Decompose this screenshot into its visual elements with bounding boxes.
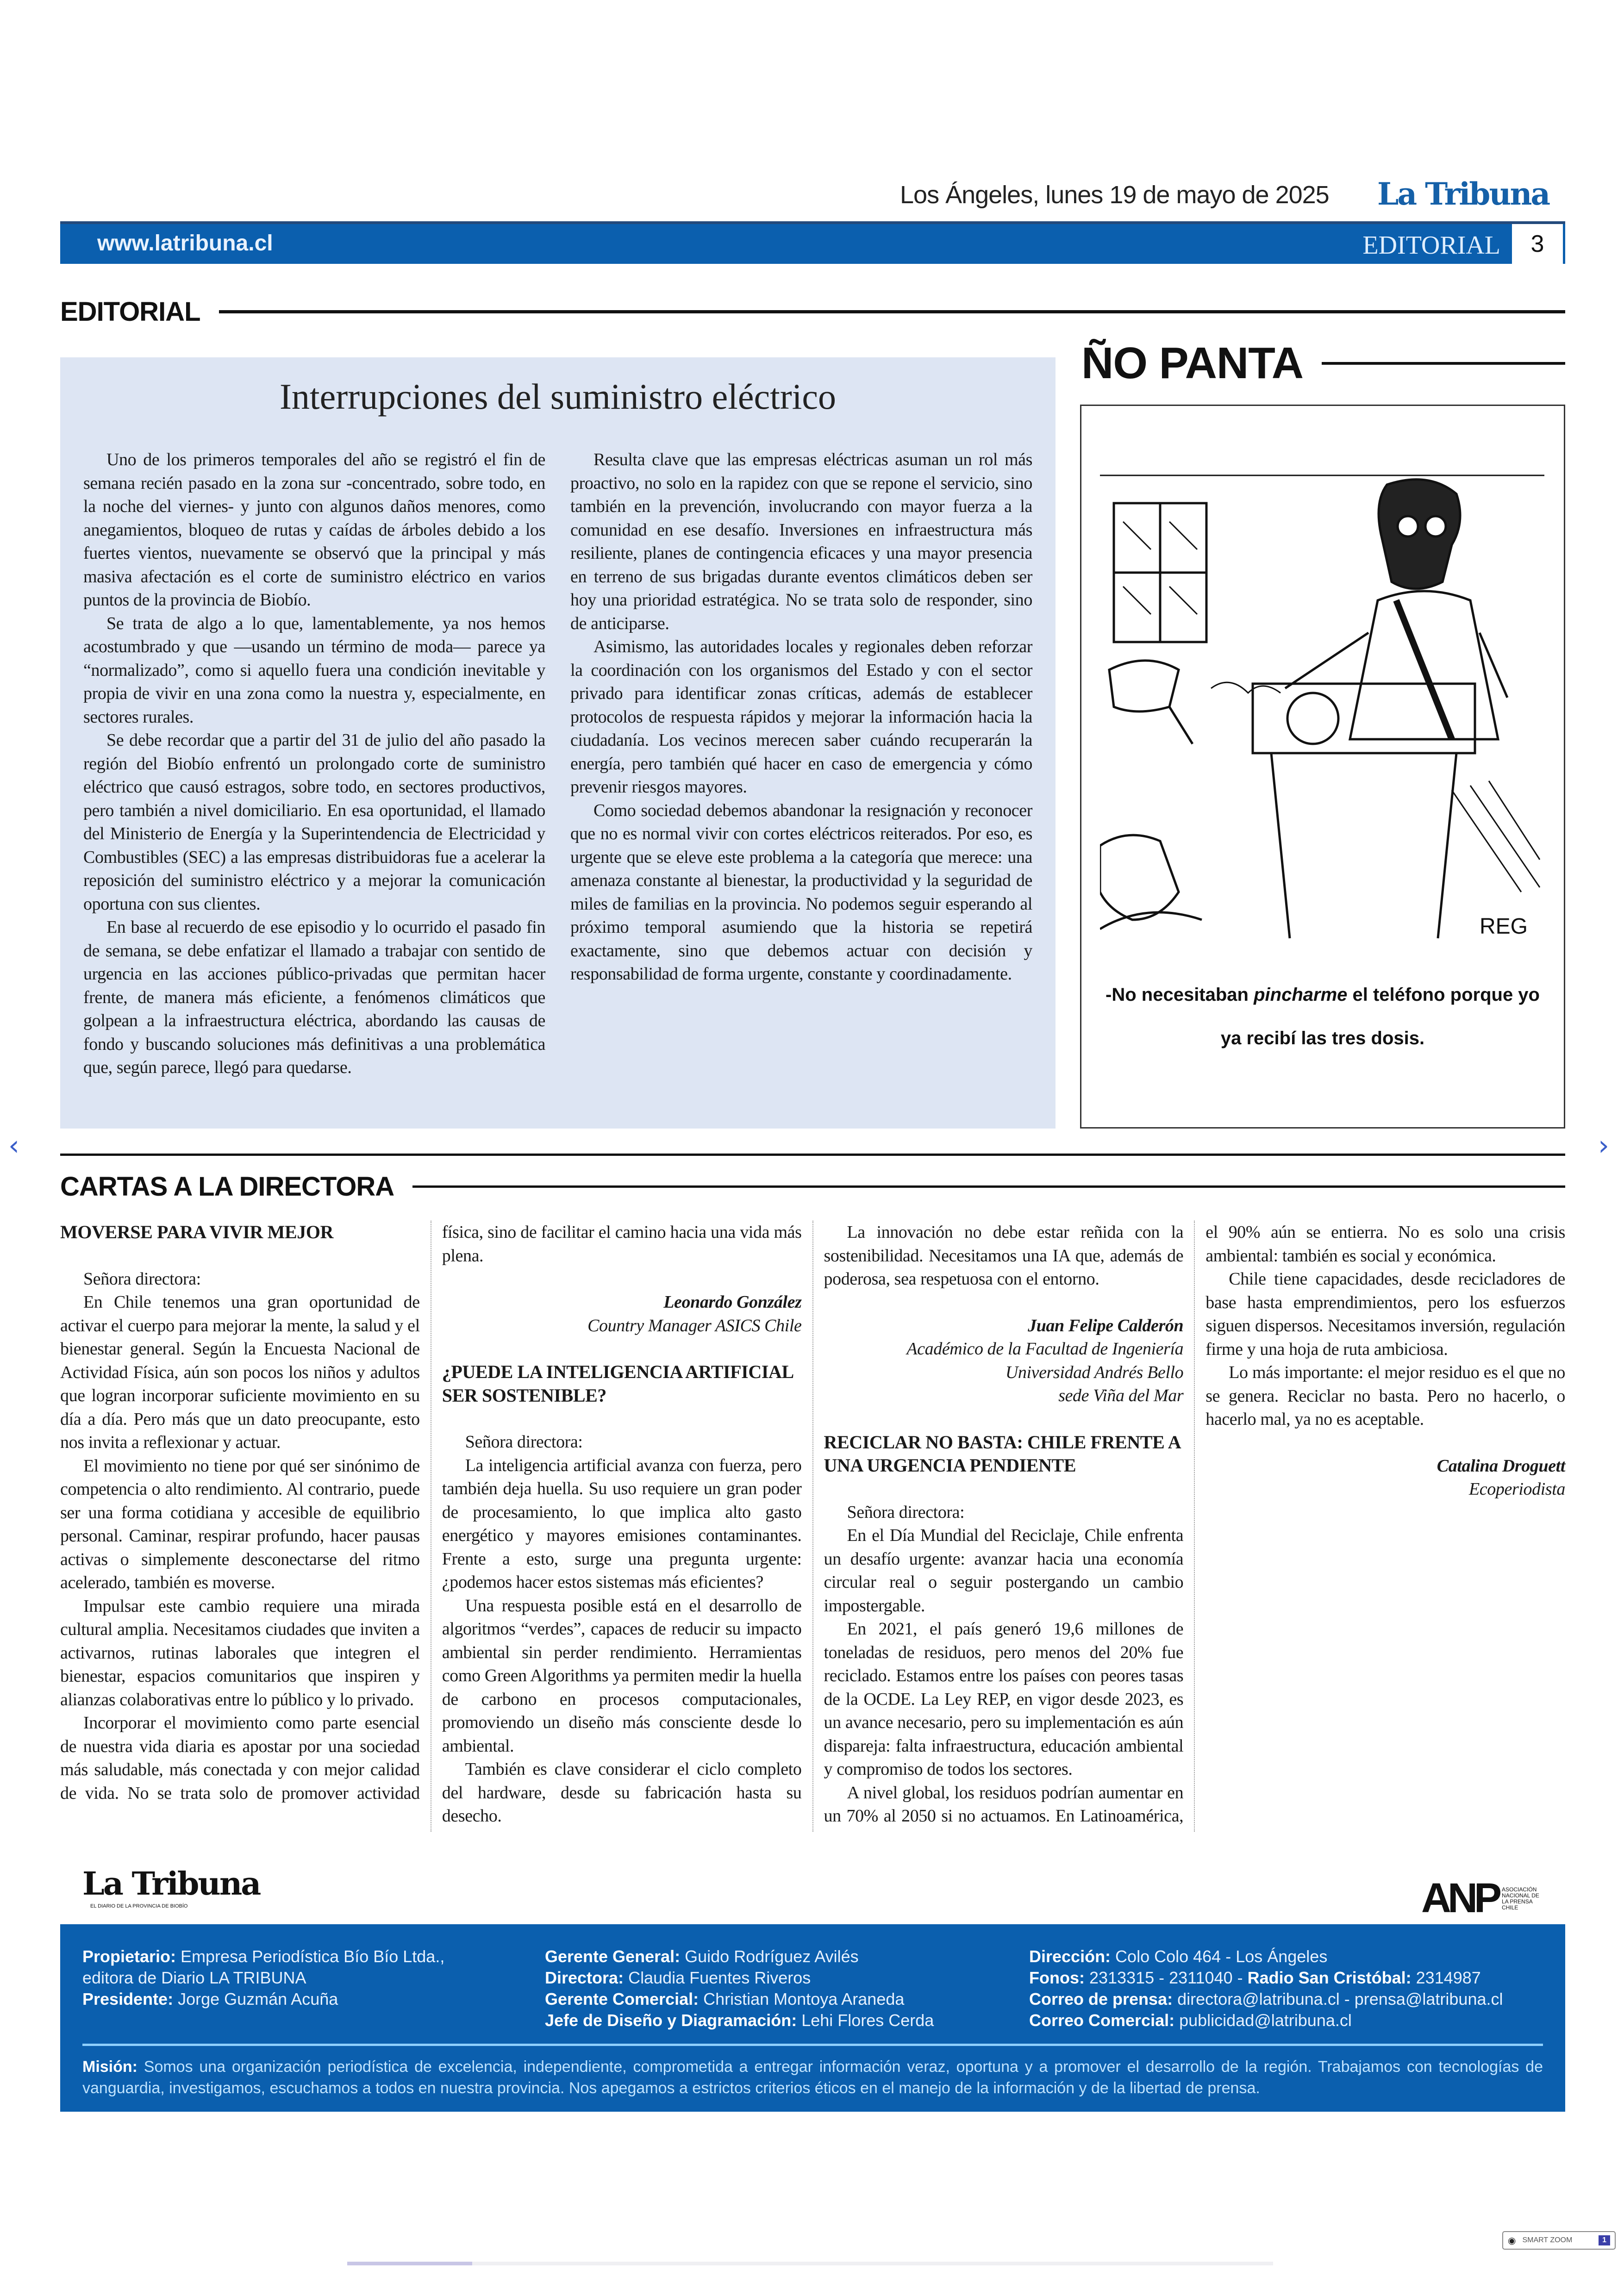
cartoonist-signature: REG bbox=[1480, 914, 1528, 939]
letter-paragraph: Incorporar el movimiento como parte esencial de nuestra vida diaria es apostar por una sociedad más saludable, más conectada y con mejor calidad de vida. No se trata solo de promover actividad física, sino de facilitar el camino hacia una vida más plena. bbox=[60, 1222, 802, 1803]
editorial-body bbox=[83, 448, 1032, 1101]
letter-paragraph: La innovación no debe estar reñida con la sostenibilidad. Necesitamos una IA que, además de poderosa, sea respetuosa con el entorno. bbox=[824, 1222, 1184, 1289]
editorial-paragraph: En base al recuerdo de ese episodio y lo ocurrido el pasado fin de semana, se debe enfatizar el llamado a trabajar con sentido de urgencia en las acciones público-privadas que permitan hacer frente, de manera más eficiente, a fenómenos climáticos que golpean a la infraestructura eléctrica, abordando las causas de fondo y buscando soluciones más definitivas a una problemática que, según parece, llegó para quedarse. bbox=[83, 917, 545, 1077]
letter-author-affiliation: Country Manager ASICS Chile bbox=[587, 1316, 802, 1335]
website-link[interactable]: www.latribuna.cl bbox=[97, 231, 273, 256]
credit-line bbox=[1029, 1967, 1557, 1989]
credit-label: Dirección: bbox=[1029, 1947, 1111, 1966]
credit-line bbox=[545, 1989, 1008, 2010]
cartoon-panel bbox=[1080, 405, 1565, 1129]
credit-line bbox=[545, 2010, 1008, 2031]
letter-title: ¿PUEDE LA INTELIGENCIA ARTIFICIAL SER SOSTENIBLE? bbox=[442, 1361, 793, 1406]
letter-paragraph: En 2021, el país generó 19,6 millones de toneladas de residuos, pero menos del 20% fue reciclado. Estamos entre los países con peores tasas de la OCDE. La Ley REP, en vigor desde 2023, es un avance necesario, pero su implementación es aún dispareja: falta infraestructura, educación ambiental y compromiso de todos los sectores. bbox=[824, 1619, 1184, 1779]
chevron-right-icon[interactable]: › bbox=[1598, 1129, 1609, 1162]
letter-paragraph: Impulsar este cambio requiere una mirada cultural amplia. Necesitamos ciudades que inviten a activarnos, rutinas laborales que integren el bienestar, espacios comunitarios que inspiren y alianzas colaborativas entre lo público y lo privado. bbox=[60, 1596, 420, 1709]
credit-value: 2314987 bbox=[1411, 1968, 1481, 1987]
credits-column-3 bbox=[1029, 1946, 1557, 2031]
cartoon-caption bbox=[1095, 973, 1550, 1060]
mission-label: Misión: bbox=[82, 2058, 137, 2076]
editorial-paragraph: Se trata de algo a lo que, lamentablemente, ya nos hemos acostumbrado y que —usando un término de moda— parece ya “normalizado”, como si aquello fuera una condición inevitable y propia de vivir en una zona como la nuestra y, especialmente, en sectores rurales. bbox=[83, 613, 545, 727]
anp-logo bbox=[1421, 1875, 1543, 1922]
letters-section-heading bbox=[60, 1171, 1565, 1202]
cartoon-section-heading bbox=[1081, 338, 1565, 389]
letter-paragraph: También es clave considerar el ciclo completo del hardware, desde su fabricación hasta su desecho. bbox=[442, 1759, 802, 1826]
credit-value: Guido Rodríguez Avilés bbox=[680, 1947, 859, 1966]
editorial-paragraph: Uno de los primeros temporales del año se registró el fin de semana recién pasado en la zona sur -concentrado, sobre todo, en la noche del viernes- y junto con algunos daños menores, como anegamientos, bloqueo de rutas y caídas de árboles debido a los fuertes vientos, nuevamente se observó que la principal y más masiva afectación es el corte de suministro eléctrico en varios puntos de la provincia de Biobío. bbox=[83, 450, 545, 610]
letter-paragraph: Chile tiene capacidades, desde recicladores de base hasta emprendimientos, pero los esfuerzos siguen dispersos. Necesitamos inversión, regulación firme y una hoja de ruta ambiciosa. bbox=[1206, 1269, 1565, 1359]
letter-paragraph: Lo más importante: el mejor residuo es el que no se genera. Reciclar no basta. Pero no hacerlo, o hacerlo mal, ya no es aceptable. bbox=[1206, 1363, 1565, 1429]
letter-greeting: Señora directora: bbox=[83, 1269, 201, 1289]
letters-heading-text: CARTAS A LA DIRECTORA bbox=[60, 1172, 394, 1202]
credit-value: 2313315 - 2311040 - bbox=[1084, 1968, 1248, 1987]
page-number: 3 bbox=[1512, 224, 1565, 264]
footer-logo-tagline: EL DIARIO DE LA PROVINCIA DE BIOBÍO bbox=[90, 1903, 188, 1909]
editorial-paragraph: Como sociedad debemos abandonar la resignación y reconocer que no es normal vivir con cortes eléctricos reiterados. Por eso, es urgente que se eleve este problema a la categoría que merece: una amenaza constante al bienestar, la productividad y la seguridad de miles de familias en la provincia. No podemos seguir esperando al próximo temporal asumiendo que la historia se repetirá exactamente, sino que debemos actuar con decisión y responsabilidad de forma urgente, constante y coordinadamente. bbox=[570, 800, 1032, 984]
letter-greeting: Señora directora: bbox=[847, 1502, 965, 1522]
caption-emphasis: pincharme bbox=[1254, 985, 1348, 1005]
credit-label: Gerente General: bbox=[545, 1947, 681, 1966]
smart-zoom-label: SMART ZOOM bbox=[1522, 2236, 1573, 2244]
letters-body bbox=[60, 1221, 1565, 1832]
mission-statement bbox=[82, 2056, 1543, 2099]
smart-zoom-count: 1 bbox=[1599, 2235, 1610, 2245]
editorial-paragraph: Resulta clave que las empresas eléctricas asuman un rol más proactivo, no solo en la rapidez con que se repone el servicio, sino también en la prevención, involucrando con mayor fuerza a la comunidad en ese desafío. Inversiones en infraestructura más resiliente, planes de contingencia eficaces y una mayor presencia en terreno de sus brigadas durante eventos climáticos deben ser hoy una prioridad estratégica. No se trata solo de responder, sino de anticiparse. bbox=[570, 450, 1032, 633]
credit-value: Empresa Periodística Bío Bío Ltda., editora de Diario LA TRIBUNA bbox=[82, 1947, 445, 1987]
masthead-credits bbox=[60, 1924, 1565, 2112]
letter-author-affiliation: sede Viña del Mar bbox=[1058, 1386, 1184, 1405]
section-label: EDITORIAL bbox=[1362, 231, 1500, 260]
letter-greeting: Señora directora: bbox=[465, 1432, 583, 1452]
caption-text: -No necesitaban bbox=[1106, 985, 1254, 1005]
letter-author-affiliation: Ecoperiodista bbox=[1469, 1479, 1565, 1499]
credit-label: Radio San Cristóbal: bbox=[1247, 1968, 1412, 1987]
letter-author: Leonardo González bbox=[663, 1292, 802, 1312]
credit-line bbox=[545, 1967, 1008, 1989]
credit-label: Directora: bbox=[545, 1968, 624, 1987]
editorial-heading-text: EDITORIAL bbox=[60, 297, 200, 327]
letter-paragraph: En Chile tenemos una gran oportunidad de activar el cuerpo para mejorar la mente, la salud y el bienestar general. Según la Encuesta Nacional de Actividad Física, aún son pocos los niños y adultos que logran incorporar suficiente movimiento en su día a día. Pero más que un dato preocupante, esto nos invita a reflexionar y actuar. bbox=[60, 1292, 420, 1452]
heading-rule bbox=[412, 1185, 1565, 1188]
publication-date: Los Ángeles, lunes 19 de mayo de 2025 bbox=[900, 181, 1329, 209]
anp-mark: ANP bbox=[1421, 1875, 1499, 1921]
credit-label: Correo de prensa: bbox=[1029, 1989, 1173, 2008]
heading-rule bbox=[1322, 362, 1565, 365]
letter-paragraph: El movimiento no tiene por qué ser sinónimo de competencia o alto rendimiento. Al contrario, puede ser una forma cotidiana y accesible de equilibrio personal. Caminar, respirar profundo, hacer pausas activas o simplemente desconectarse del ritmo acelerado, también es moverse. bbox=[60, 1456, 420, 1592]
caption-text: el teléfono porque yo ya recibí las tres dosis. bbox=[1220, 985, 1540, 1048]
credit-value: Claudia Fuentes Riveros bbox=[624, 1968, 811, 1987]
credit-line bbox=[1029, 1989, 1557, 2010]
chevron-left-icon[interactable]: ‹ bbox=[8, 1129, 19, 1162]
credit-value: directora@latribuna.cl - prensa@latribuna.cl bbox=[1173, 1989, 1503, 2008]
letter-author: Catalina Droguett bbox=[1437, 1456, 1565, 1476]
heading-rule bbox=[219, 310, 1566, 313]
credit-label: Gerente Comercial: bbox=[545, 1989, 699, 2008]
smart-zoom-button[interactable] bbox=[1502, 2231, 1616, 2250]
credits-column-2 bbox=[545, 1946, 1008, 2031]
credit-label: Presidente: bbox=[82, 1989, 174, 2008]
letter-paragraph: A nivel global, los residuos podrían aumentar en un 70% al 2050 si no actuamos. En Latinoamérica, el 90% aún se entierra. No es solo una crisis ambiental: también es social y económica. bbox=[824, 1222, 1565, 1826]
mission-text: Somos una organización periodística de excelencia, independiente, comprometida a entregar información veraz, oportuna y a promover el desarrollo de la región. Trabajamos con tecnologías de vanguardia, investigamos, escuchamos a todos en nuestra provincia. Nos apegamos a estrictos criterios éticos en el manejo de la información y de la libertad de prensa. bbox=[82, 2058, 1543, 2097]
credit-label: Correo Comercial: bbox=[1029, 2011, 1175, 2030]
credit-value: Christian Montoya Araneda bbox=[699, 1989, 905, 2008]
cartoon-illustration bbox=[1100, 466, 1544, 957]
editorial-section-heading bbox=[60, 296, 1565, 327]
editorial-paragraph: Se debe recordar que a partir del 31 de julio del año pasado la región del Biobío enfrentó un prolongado corte de suministro eléctrico que causó estragos, sobre todo, en sectores productivos, pero también a nivel domiciliario. En esa oportunidad, el llamado del Ministerio de Energía y la Superintendencia de Electricidad y Combustibles (SEC) a las empresas distribuidoras fue a acelerar la reposición del suministro eléctrico y a mejorar la comunicación oportuna con sus clientes. bbox=[83, 730, 545, 914]
anp-text: ASOCIACIÓN NACIONAL DE LA PRENSA CHILE bbox=[1502, 1886, 1539, 1911]
letter-paragraph: Una respuesta posible está en el desarrollo de algoritmos “verdes”, capaces de reducir su impacto ambiental sin perder rendimiento. Herramientas como Green Algorithms ya permiten medir la huella de carbono en procesos computacionales, promoviendo un diseño más consciente desde lo ambiental. bbox=[442, 1596, 802, 1756]
credit-line bbox=[82, 1946, 499, 1989]
credit-value: Colo Colo 464 - Los Ángeles bbox=[1111, 1947, 1328, 1966]
editorial-paragraph: Asimismo, las autoridades locales y regionales deben reforzar la coordinación con los organismos del Estado y con el sector privado para identificar zonas críticas, además de establecer protocolos de respuesta rápidos y mejorar la información hacia la ciudadanía. Los vecinos merecen saber cuándo recuperarán la energía, pero también qué hacer en caso de emergencia y cómo prevenir riesgos mayores. bbox=[570, 637, 1032, 797]
letter-author: Juan Felipe Calderón bbox=[1028, 1316, 1184, 1335]
credit-line bbox=[1029, 2010, 1557, 2031]
credit-value: Jorge Guzmán Acuña bbox=[173, 1989, 338, 2008]
eye-icon: ◉ bbox=[1508, 2235, 1516, 2246]
letter-title: RECICLAR NO BASTA: CHILE FRENTE A UNA URGENCIA PENDIENTE bbox=[824, 1431, 1181, 1476]
credits-column-1 bbox=[82, 1946, 499, 2010]
header-bar bbox=[60, 221, 1565, 264]
letter-title: MOVERSE PARA VIVIR MEJOR bbox=[60, 1222, 334, 1242]
credit-label: Jefe de Diseño y Diagramación: bbox=[545, 2011, 797, 2030]
credit-label: Propietario: bbox=[82, 1947, 176, 1966]
section-divider bbox=[60, 1154, 1565, 1156]
credit-line bbox=[545, 1946, 1008, 1967]
masthead-logo: La Tribuna bbox=[1377, 176, 1549, 212]
credit-value: Lehi Flores Cerda bbox=[797, 2011, 934, 2030]
letter-author-affiliation: Académico de la Facultad de Ingeniería bbox=[906, 1339, 1184, 1359]
scrollbar-thumb[interactable] bbox=[347, 2262, 472, 2265]
credit-line bbox=[1029, 1946, 1557, 1967]
editorial-article bbox=[60, 357, 1056, 1129]
editorial-title: Interrupciones del suministro eléctrico bbox=[279, 376, 837, 417]
credit-label: Fonos: bbox=[1029, 1968, 1085, 1987]
letter-author-affiliation: Universidad Andrés Bello bbox=[1005, 1362, 1184, 1382]
horizontal-scrollbar[interactable] bbox=[347, 2262, 1273, 2265]
letter-paragraph: En el Día Mundial del Reciclaje, Chile enfrenta un desafío urgente: avanzar hacia una economía circular real o seguir postergando un cambio impostergable. bbox=[824, 1526, 1184, 1615]
letter-paragraph: La inteligencia artificial avanza con fuerza, pero también deja huella. Su uso requiere un gran poder de procesamiento, lo que implica alto gasto energético y mayores emisiones contaminantes. Frente a esto, surge una pregunta urgente: ¿podemos hacer estos sistemas más eficientes? bbox=[442, 1455, 802, 1592]
footer-logo: La Tribuna bbox=[82, 1865, 260, 1902]
cartoon-heading-text: ÑO PANTA bbox=[1081, 338, 1304, 388]
credit-line bbox=[82, 1989, 499, 2010]
credit-value: publicidad@latribuna.cl bbox=[1174, 2011, 1352, 2030]
footer-divider bbox=[82, 2044, 1543, 2046]
